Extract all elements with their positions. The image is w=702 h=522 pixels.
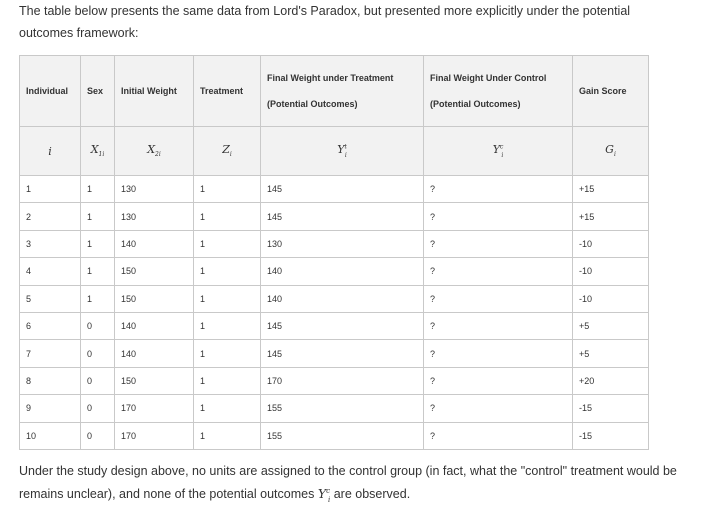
cell-gain-score: +15 bbox=[573, 176, 649, 203]
header-final-weight-control-label: Final Weight Under Control bbox=[430, 73, 547, 83]
symbol-x2i: $X_{2i}$ bbox=[115, 127, 194, 176]
cell-sex: 1 bbox=[81, 176, 115, 203]
cell-individual: 1 bbox=[20, 176, 81, 203]
cell-individual: 10 bbox=[20, 422, 81, 449]
cell-sex: 0 bbox=[81, 312, 115, 339]
cell-final-weight-control: ? bbox=[424, 203, 573, 230]
intro-paragraph: The table below presents the same data from Lord's Paradox, but presented more explicitly under the potential outcomes framework: bbox=[19, 4, 631, 40]
header-row bbox=[20, 56, 649, 127]
cell-final-weight-treatment: 170 bbox=[261, 367, 424, 394]
cell-final-weight-treatment: 140 bbox=[261, 285, 424, 312]
cell-final-weight-treatment: 140 bbox=[261, 258, 424, 285]
table-row bbox=[20, 422, 649, 449]
table-row bbox=[20, 230, 649, 257]
cell-gain-score: +5 bbox=[573, 340, 649, 367]
cell-sex: 0 bbox=[81, 422, 115, 449]
cell-initial-weight: 130 bbox=[115, 203, 194, 230]
cell-individual: 2 bbox=[20, 203, 81, 230]
table-row bbox=[20, 367, 649, 394]
cell-final-weight-control: ? bbox=[424, 230, 573, 257]
cell-individual: 8 bbox=[20, 367, 81, 394]
cell-initial-weight: 140 bbox=[115, 312, 194, 339]
symbol-x1i: $X_{1i}$ bbox=[81, 127, 115, 176]
cell-individual: 9 bbox=[20, 395, 81, 422]
cell-gain-score: +5 bbox=[573, 312, 649, 339]
cell-sex: 1 bbox=[81, 258, 115, 285]
cell-sex: 0 bbox=[81, 367, 115, 394]
header-initial-weight: Initial Weight bbox=[115, 56, 194, 127]
cell-individual: 5 bbox=[20, 285, 81, 312]
header-final-weight-treatment bbox=[261, 56, 424, 127]
cell-treatment: 1 bbox=[194, 176, 261, 203]
cell-final-weight-treatment: 145 bbox=[261, 312, 424, 339]
cell-treatment: 1 bbox=[194, 203, 261, 230]
cell-sex: 1 bbox=[81, 285, 115, 312]
cell-sex: 1 bbox=[81, 203, 115, 230]
cell-initial-weight: 170 bbox=[115, 395, 194, 422]
table-row bbox=[20, 312, 649, 339]
symbol-i: i bbox=[20, 127, 81, 176]
cell-final-weight-treatment: 145 bbox=[261, 203, 424, 230]
cell-gain-score: -10 bbox=[573, 230, 649, 257]
cell-initial-weight: 150 bbox=[115, 285, 194, 312]
cell-final-weight-control: ? bbox=[424, 285, 573, 312]
table-row bbox=[20, 258, 649, 285]
cell-final-weight-treatment: 155 bbox=[261, 395, 424, 422]
table-body bbox=[20, 176, 649, 450]
table-row bbox=[20, 395, 649, 422]
cell-final-weight-treatment: 155 bbox=[261, 422, 424, 449]
cell-final-weight-control: ? bbox=[424, 340, 573, 367]
cell-treatment: 1 bbox=[194, 285, 261, 312]
cell-final-weight-treatment: 145 bbox=[261, 176, 424, 203]
table-row bbox=[20, 203, 649, 230]
cell-initial-weight: 140 bbox=[115, 230, 194, 257]
cell-final-weight-control: ? bbox=[424, 367, 573, 394]
cell-initial-weight: 150 bbox=[115, 367, 194, 394]
cell-treatment: 1 bbox=[194, 258, 261, 285]
cell-initial-weight: 150 bbox=[115, 258, 194, 285]
cell-treatment: 1 bbox=[194, 230, 261, 257]
table-row bbox=[20, 285, 649, 312]
cell-treatment: 1 bbox=[194, 340, 261, 367]
symbol-yit: $Y^t_i$ bbox=[261, 127, 424, 176]
cell-gain-score: +15 bbox=[573, 203, 649, 230]
cell-individual: 3 bbox=[20, 230, 81, 257]
header-final-weight-control bbox=[424, 56, 573, 127]
cell-initial-weight: 140 bbox=[115, 340, 194, 367]
symbol-zi: $Z_i$ bbox=[194, 127, 261, 176]
header-sex: Sex bbox=[81, 56, 115, 127]
cell-final-weight-control: ? bbox=[424, 176, 573, 203]
cell-individual: 4 bbox=[20, 258, 81, 285]
cell-final-weight-control: ? bbox=[424, 395, 573, 422]
cell-sex: 0 bbox=[81, 395, 115, 422]
cell-treatment: 1 bbox=[194, 422, 261, 449]
cell-treatment: 1 bbox=[194, 312, 261, 339]
symbol-row bbox=[20, 127, 649, 176]
header-gain-score: Gain Score bbox=[573, 56, 649, 127]
symbol-gi: $G_i$ bbox=[573, 127, 649, 176]
cell-sex: 1 bbox=[81, 230, 115, 257]
outro-symbol: $Y^c_i$ bbox=[317, 486, 331, 504]
cell-final-weight-control: ? bbox=[424, 422, 573, 449]
cell-final-weight-treatment: 145 bbox=[261, 340, 424, 367]
cell-gain-score: -10 bbox=[573, 258, 649, 285]
table-row bbox=[20, 176, 649, 203]
cell-individual: 7 bbox=[20, 340, 81, 367]
symbol-yic: $Y^c_i$ bbox=[424, 127, 573, 176]
outro-text-after: are observed. bbox=[333, 487, 411, 502]
header-final-weight-treatment-label: Final Weight under Treatment bbox=[267, 73, 394, 83]
cell-gain-score: -15 bbox=[573, 395, 649, 422]
header-final-weight-treatment-sub: (Potential Outcomes) bbox=[267, 99, 358, 109]
cell-sex: 0 bbox=[81, 340, 115, 367]
header-treatment: Treatment bbox=[194, 56, 261, 127]
outro-text-before: Under the study design above, no units are assigned to the control group (in fact, what the "control" treatment would be remains unclear), and none of the potential outcomes bbox=[19, 464, 677, 502]
header-individual: Individual bbox=[20, 56, 81, 127]
cell-final-weight-treatment: 130 bbox=[261, 230, 424, 257]
cell-final-weight-control: ? bbox=[424, 312, 573, 339]
table-row bbox=[20, 340, 649, 367]
cell-treatment: 1 bbox=[194, 367, 261, 394]
cell-gain-score: -15 bbox=[573, 422, 649, 449]
cell-initial-weight: 170 bbox=[115, 422, 194, 449]
cell-individual: 6 bbox=[20, 312, 81, 339]
header-final-weight-control-sub: (Potential Outcomes) bbox=[430, 99, 521, 109]
cell-gain-score: +20 bbox=[573, 367, 649, 394]
potential-outcomes-table bbox=[19, 55, 649, 450]
cell-final-weight-control: ? bbox=[424, 258, 573, 285]
cell-gain-score: -10 bbox=[573, 285, 649, 312]
outro-paragraph bbox=[19, 461, 689, 510]
cell-treatment: 1 bbox=[194, 395, 261, 422]
cell-initial-weight: 130 bbox=[115, 176, 194, 203]
